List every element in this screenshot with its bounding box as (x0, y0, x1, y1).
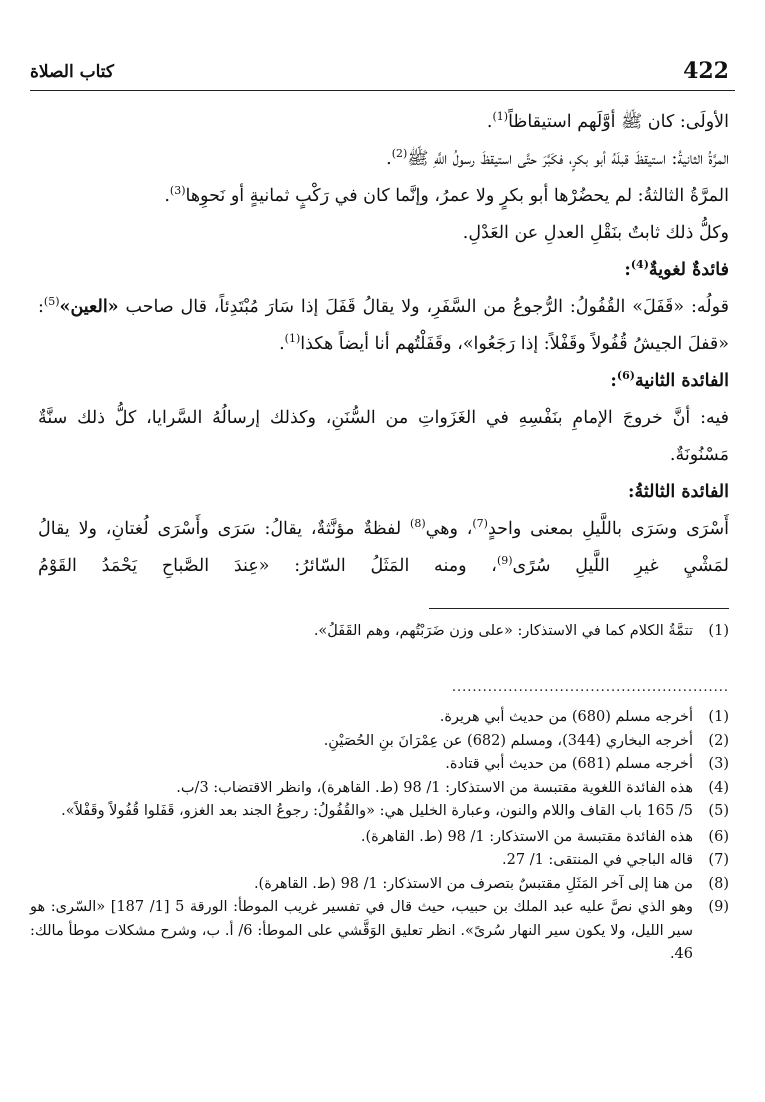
paragraph-asra-sara: أَسْرَى وسَرَى باللَّيلِ بمعنى واحدٍ$^{(7)}$، وهي$^{(8)}$ لفظةٌ مؤنَّثةٌ، يقالُ: سَرَى وأَسْرَى لُغتانِ، ولا يقالُ لمَشْيِ غيرِ اللَّيلِ سُرًى$^{(9)}$، ومنه المَثَلُ السّائرُ: «عِندَ الصَّباحِ يَحْمَدُ القَوْمُ (38, 517, 729, 576)
footnote-ref: (5) (43, 295, 60, 309)
footnote-top (38, 618, 729, 644)
header-rule (30, 90, 735, 91)
note-item: (7) قاله الباجي في المنتقى: 1/ 27. (502, 852, 729, 868)
paragraph-qafala: قولُه: «قَفَلَ» القُفُولُ: الرُّجوعُ من السَّفَرِ، ولا يقالُ قَفَلَ إذا سَارَ مُبْتَدِئاً، قال صاحب «العين»$^{(5)}$: «قفلَ الجيشُ قُفُولاً وقَفْلاً: إذا رَجَعُوا»، وقَفَلْتُهم أنا أيضاً هكذا$^{(1)}$. (38, 295, 729, 354)
dotted-separator: ...................................................... (451, 680, 729, 695)
paragraph-first-time: الأولَى: كان ﷺ أوَّلَهم استيقاظاً$^{(1)}$. (486, 110, 729, 132)
paragraph-imam-expeditions: فيه: أنَّ خروجَ الإمامِ بنَفْسِهِ في الغَزَواتِ من السُّنَنِ، وكذلك إرسالُهُ السَّرايا، كلُّ ذلك سنَّةٌ مَسْنُونَةٌ. (38, 408, 729, 465)
heading-third-benefit: الفائدة الثالثةُ: (628, 482, 729, 502)
note-item: (6) هذه الفائدة مقتبسة من الاستذكار: 1/ 98 (ط. القاهرة). (360, 828, 729, 845)
footnote-text: تتمَّةُ الكلام كما في الاستذكار: «على وزن ضَرَبْتُهم، وهم القَفَلُ». (313, 623, 693, 639)
note-item: (9) وهو الذي نصَّ عليه عبد الملك بن حبيب، حيث قال في تفسير غريب الموطأ: الورقة 5 [1/ 187] «السّرى: هو سير الليل، ولا يكون سير النهار سُرىً». انظر تعليق الوَقَّشي على الموطأ: 6/ أ. ب، وشرح مشكلات موطأ مالك: 46. (30, 899, 729, 962)
note-item: (1) أخرجه مسلم (680) من حديث أبي هريرة. (439, 709, 729, 725)
footnote-ref: (9) (496, 554, 513, 568)
paragraph-transmission: وكلُّ ذلك ثابتٌ بنَقْلِ العدلِ عن العَدْلِ. (462, 223, 729, 243)
book-name-al-ayn: «العين» (59, 297, 119, 317)
footnote-ref: (2) (391, 147, 408, 161)
footnote-ref: (6) (616, 369, 635, 383)
note-item: (5) 5/ 165 باب القاف واللام والنون، وعبارة الخليل هي: «والقُفُولُ: رجوعُ الجند بعد الغزو، قَفَلوا قُفُولاً وقَفْلاً». (61, 803, 729, 819)
footnote-rule (429, 608, 729, 609)
paragraph-third-time: المرَّةُ الثالثةُ: لم يحضُرْها أبو بكرٍ ولا عمرُ، وإنَّما كان في رَكْبٍ ثمانيةٍ أو نَحوِها$^{(3)}$. (164, 184, 729, 206)
footnote-ref: (1) (492, 110, 509, 124)
paragraph-second-time: المرَّةُ الثانيةُ: استيقظَ قبلَهُ أبو بكرٍ، فكَبَّرَ حتَّى استيقظَ رسولُ اللَّهِ ﷺ$^{(2)}$. (386, 147, 729, 169)
footnote-ref: (4) (630, 258, 649, 272)
main-text (38, 104, 729, 585)
running-header-title: كتاب الصلاة (30, 62, 115, 82)
footnote-ref: (3) (169, 184, 186, 198)
editor-notes (30, 706, 729, 967)
heading-second-benefit: الفائدة الثانية$^{(6)}$: (610, 369, 729, 391)
note-item: (8) من هنا إلى آخر المَثَلِ مقتبسٌ بتصرف من الاستذكار: 1/ 98 (ط. القاهرة). (253, 875, 729, 892)
note-item: (4) هذه الفائدة اللغوية مقتبسة من الاستذكار: 1/ 98 (ط. القاهرة)، وانظر الاقتضاب: 3/ب. (176, 779, 729, 796)
footnote-ref: (7) (472, 517, 488, 531)
footnote-number: (1) (708, 623, 729, 639)
page-number: 422 (683, 58, 729, 84)
footnote-ref: (1) (284, 332, 301, 346)
heading-linguistic-benefit: فائدةٌ لغويةٌ$^{(4)}$: (624, 258, 729, 280)
footnote-ref: (8) (410, 517, 426, 531)
note-item: (3) أخرجه مسلم (681) من حديث أبي قتادة. (445, 756, 729, 772)
note-item: (2) أخرجه البخاري (344)، ومسلم (682) عن عِمْرَانَ بنِ الحُصَيْنِ. (323, 732, 729, 749)
